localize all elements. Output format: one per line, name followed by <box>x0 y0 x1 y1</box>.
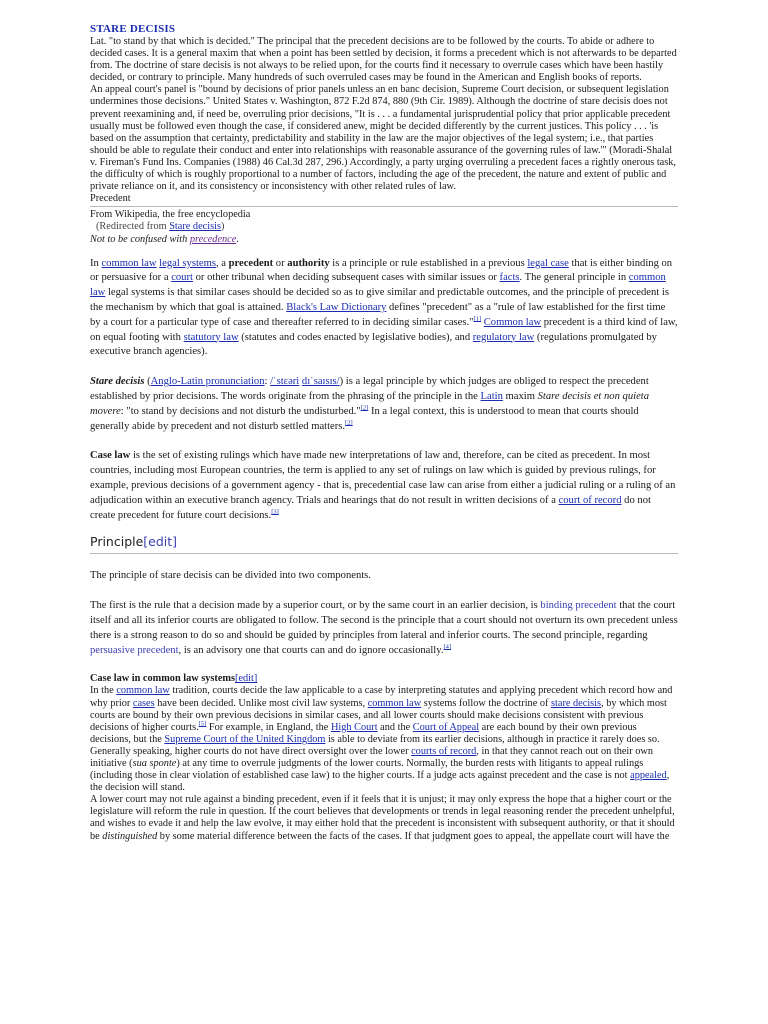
intro-paragraph-1: Lat. "to stand by that which is decided." The principal that the precedent decisions are to be followed by the courts. To abide or adhere to decided cases. It is a general maxim that when a point has been settled by decision, it forms a precedent which is not afterwards to be departed from. The doctrine of stare decisis is not always to be relied upon, for the courts find it necessary to overrule cases which have been hastily decided, or contrary to principle. Many hundreds of such overruled cases may be found in the American and English books of reports. <box>90 36 677 84</box>
stare-decisis-link[interactable]: Stare decisis <box>169 221 221 233</box>
citation-1[interactable]: [1] <box>473 315 482 323</box>
principle-paragraph-1: The principle of stare decisis can be divided into two components. <box>90 570 371 582</box>
principle-paragraph-2: The first is the rule that a decision made by a superior court, or by the same court in an earlier decision, is binding precedent that the court itself and all its inferior courts are obligated to follow. The second is the principle that a court should not overturn its own precedent unless there is a strong reason to do so and should be guided by principles from lateral and inferior courts. The second principle, regarding persuasive precedent, is an advisory one that courts can and do ignore occasionally.[4] <box>90 600 678 656</box>
intro-paragraph-2: An appeal court's panel is "bound by decisions of prior panels unless an en banc decision, Supreme Court decision, or subsequent legislation undermines those decisions." United States v. Washington, 872 F.2d 874, 880 (9th Cir. 1989). Although the doctrine of stare decisis does not prevent reexamining and, if need be, overruling prior decisions, "It is . . . a fundamental jurisprudential policy that prior applicable precedent usually must be followed even though the case, if considered anew, might be decided differently by the current justices. This policy . . . 'is based on the assumption that certainty, predictability and stability in the law are the major objectives of the legal system; i.e., that parties should be able to regulate their conduct and enter into relationships with reasonable assurance of the governing rules of law.'" (Moradi-Shalal v. Fireman's Fund Ins. Companies (1988) 46 Cal.3d 287, 296.) Accordingly, a party urging overruling a precedent faces a rightly onerous task, the difficulty of which is roughly proportional to a number of factors, including the age of the precedent, the nature and extent of public and private reliance on it, and its consistency or inconsistency with other related rules of law. <box>90 84 676 193</box>
ipa-link-2[interactable]: dɪˈsaɪsɪs/ <box>301 376 340 388</box>
legal-systems-link[interactable]: legal systems <box>159 257 216 269</box>
document-page <box>90 23 678 843</box>
legal-case-link[interactable]: legal case <box>527 257 569 269</box>
ipa-link-1[interactable]: /ˈstɛəri <box>270 376 300 388</box>
common-law-paragraph-2: Generally speaking, higher courts do not have direct oversight over the lower courts of record, in that they cannot reach out on their own initiative (sua sponte) at any time to overrule judgments of the lower courts. Normally, the burden rests with litigants to appeal rulings (including those in clear violation of established case law) to the higher courts. If a judge acts against precedent and the case is not appealed, the decision will stand. <box>90 745 670 794</box>
citation-3[interactable]: [3] <box>271 508 279 516</box>
stare-decisis-link-2[interactable]: stare decisis <box>551 697 602 709</box>
edit-link[interactable]: [edit] <box>143 534 178 550</box>
common-law-link-4[interactable]: common law <box>116 685 170 697</box>
edit-link-2[interactable]: [edit] <box>235 673 258 685</box>
wiki-heading: Precedent <box>90 193 131 205</box>
facts-link[interactable]: facts <box>499 272 520 284</box>
citation-4[interactable]: [4] <box>443 643 452 650</box>
statutory-law-link[interactable]: statutory law <box>183 331 239 343</box>
court-of-appeal-link[interactable]: Court of Appeal <box>412 721 480 733</box>
divider <box>90 206 678 207</box>
courts-of-record-link[interactable]: courts of record <box>411 745 477 757</box>
common-law-link[interactable]: common law <box>101 257 157 269</box>
redirect-note: (Redirected from Stare decisis) <box>96 221 225 233</box>
common-law-link-3[interactable]: Common law <box>483 316 542 328</box>
pronunciation-link[interactable]: Anglo-Latin pronunciation <box>150 376 265 388</box>
common-law-link-2[interactable]: common law <box>90 272 666 299</box>
stare-decisis-paragraph: Stare decisis (Anglo-Latin pronunciation: /ˈstɛəri dɪˈsaɪsɪs/) is a legal principle by which judges are obliged to respect the precedent established by prior decisions. The words originate from the phrasing of the principle in the Latin maxim Stare decisis et non quieta movere: "to stand by decisions and not disturb the undisturbed."[2] In a legal context, this is understood to mean that courts should generally abide by precedent and not disturb settled matters.[2] <box>90 376 650 432</box>
section-heading-principle: Principle[edit] <box>90 534 178 550</box>
cases-link[interactable]: cases <box>132 697 155 709</box>
common-law-paragraph-1: In the common law tradition, courts decide the law applicable to a case by interpreting statutes and applying precedent which record how and why prior cases have been decided. Unlike most civil law systems, common law systems follow the doctrine of stare decisis, by which most courts are bound by their own previous decisions in similar cases, and all lower courts should make decisions consistent with previous decisions of higher courts.[5] For example, in England, the High Court and the Court of Appeal are each bound by their own previous decisions, but the Supreme Court of the United Kingdom is able to deviate from its earlier decisions, although in practice it rarely does so. <box>90 685 673 745</box>
common-law-link-5[interactable]: common law <box>367 697 422 709</box>
appealed-link[interactable]: appealed <box>630 770 667 782</box>
persuasive-precedent-link[interactable]: persuasive precedent <box>90 644 179 656</box>
supreme-court-uk-link[interactable]: Supreme Court of the United Kingdom <box>164 733 326 745</box>
court-of-record-link[interactable]: court of record <box>558 494 622 506</box>
citation-5[interactable]: [5] <box>198 720 207 728</box>
court-link[interactable]: court <box>171 272 193 284</box>
precedent-paragraph: In common law legal systems, a precedent or authority is a principle or rule established in a previous legal case that is either binding on or persuasive for a court or other tribunal when deciding subsequent cases with similar issues or facts. The general principle in common law legal systems is that similar cases should be decided so as to give similar and predictable outcomes, and the principle of precedent is the mechanism by which that goal is attained. Black's Law Dictionary defines "precedent" as a "rule of law established for the first time by a court for a particular type of case and thereafter referred to in deciding similar cases."[1] Common law precedent is a third kind of law, on equal footing with statutory law (statutes and codes enacted by legislative bodies), and regulatory law (regulations promulgated by executive branch agencies). <box>90 257 678 358</box>
wiki-source: From Wikipedia, the free encyclopedia <box>90 209 251 221</box>
common-law-paragraph-3: A lower court may not rule against a binding precedent, even if it feels that it is unjust; it may only express the hope that a higher court or the legislature will reform the rule in question. If the court believes that developments or trends in legal reasoning render the precedent unhelpful, and wishes to evade it and help the law evolve, it may either hold that the precedent is inconsistent with subsequent authority, or that it should be distinguished by some material difference between the facts of the cases. If that judgment goes to appeal, the appellate court will have the <box>90 794 675 842</box>
document-title: STARE DECISIS <box>90 23 176 35</box>
case-law-paragraph: Case law is the set of existing rulings which have made new interpretations of law and, therefore, can be cited as precedent. In most countries, including most European countries, the term is applied to any set of rulings on law which is guided by previous rulings, for example, previous decisions of a government agency - that is, precedential case law can arise from either a judicial ruling or a ruling of an adjudication within an executive branch agency. Trials and hearings that do not result in written decisions of a court of record do not create precedent for future court decisions.[3] <box>90 450 676 521</box>
latin-link[interactable]: Latin <box>480 390 503 402</box>
citation-2[interactable]: [2] <box>360 404 369 412</box>
blacks-law-dictionary-link[interactable]: Black's Law Dictionary <box>286 301 387 313</box>
citation-2b[interactable]: [2] <box>345 419 353 427</box>
binding-precedent-link[interactable]: binding precedent <box>540 600 617 612</box>
section-heading-case-law: Case law in common law systems[edit] <box>90 673 258 685</box>
hatnote: Not to be confused with precedence. <box>90 233 239 245</box>
precedence-link[interactable]: precedence <box>189 233 237 245</box>
high-court-link[interactable]: High Court <box>330 721 378 733</box>
regulatory-law-link[interactable]: regulatory law <box>472 331 535 343</box>
